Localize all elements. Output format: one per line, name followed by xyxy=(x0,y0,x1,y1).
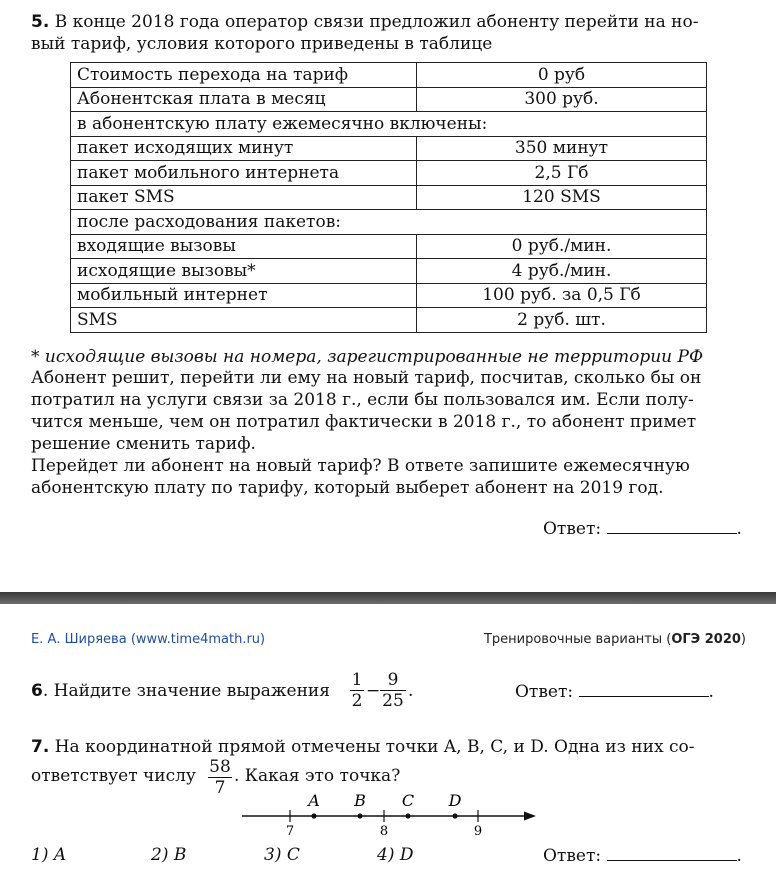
page-header-title xyxy=(484,632,746,647)
point-marker xyxy=(452,813,457,818)
table-cell-value: 0 руб xyxy=(417,63,707,88)
fraction-numerator: 9 xyxy=(387,670,399,690)
table-row xyxy=(71,259,707,284)
task6-fraction-1 xyxy=(349,670,365,711)
point-marker xyxy=(311,813,316,818)
option-3[interactable]: 3) C xyxy=(264,845,300,865)
tick-label: 7 xyxy=(285,824,295,839)
number-line xyxy=(240,792,540,840)
table-cell-label: SMS xyxy=(71,308,417,333)
table-cell-label: мобильный интернет xyxy=(71,283,417,308)
point-label: B xyxy=(354,792,366,810)
header-suffix: ) xyxy=(740,632,746,647)
table-cell-value: 100 руб. за 0,5 Гб xyxy=(417,283,707,308)
fraction-denominator: 25 xyxy=(382,691,404,711)
fraction-denominator: 2 xyxy=(351,691,363,711)
task5-intro: В конце 2018 года оператор связи предложил абоненту перейти на но- xyxy=(54,12,699,32)
table-row xyxy=(71,63,707,88)
table-row xyxy=(71,210,707,235)
table-cell-label: исходящие вызовы* xyxy=(71,259,417,284)
task5-number: 5. xyxy=(31,12,50,32)
answer-label: Ответ: xyxy=(515,682,574,702)
table-cell-value: 300 руб. xyxy=(417,87,707,112)
table-row xyxy=(71,136,707,161)
table-row xyxy=(71,185,707,210)
option-2[interactable]: 2) B xyxy=(151,845,187,865)
task7-line2-suffix: . Какая это точка? xyxy=(234,766,401,786)
table-cell-label: пакет SMS xyxy=(71,185,417,210)
fraction-numerator: 1 xyxy=(351,670,363,690)
table-cell-value: 120 SMS xyxy=(417,185,707,210)
answer-field[interactable] xyxy=(579,680,709,697)
task5-paragraph-line: чится меньше, чем он потратил фактически в 2018 г., то абонент примет xyxy=(31,412,697,432)
point-label: C xyxy=(401,792,415,810)
task7-answer: Ответ: . xyxy=(543,846,742,866)
task6-line xyxy=(31,680,330,702)
task5-footnote: * исходящие вызовы на номера, зарегистрированные не территории РФ xyxy=(31,347,704,367)
point-label: D xyxy=(448,792,462,810)
task5-question-line: Перейдет ли абонент на новый тариф? В ответе запишите ежемесячную xyxy=(31,456,690,476)
arrow-head-icon xyxy=(524,812,536,821)
task6-number: 6 xyxy=(31,681,43,701)
table-row xyxy=(71,87,707,112)
answer-label: Ответ: xyxy=(543,846,602,866)
task6-text: . Найдите значение выражения xyxy=(42,681,330,701)
table-cell-value: 2 руб. шт. xyxy=(417,308,707,333)
point-label: A xyxy=(308,792,320,810)
table-row xyxy=(71,283,707,308)
page-separator xyxy=(0,592,776,604)
task6-fraction-2 xyxy=(379,670,407,711)
table-cell-value: 350 минут xyxy=(417,136,707,161)
fraction-denominator: 7 xyxy=(214,778,226,798)
task5-paragraph-line: Абонент решит, перейти ли ему на новый тариф, посчитав, сколько бы он xyxy=(31,368,702,388)
task7-number: 7. xyxy=(31,737,50,757)
task5-line1 xyxy=(31,11,698,33)
task7-text: На координатной прямой отмечены точки A, B, C, и D. Одна из них со- xyxy=(54,737,695,757)
task5-question-line: абонентскую плату по тарифу, который выберет абонент на 2019 год. xyxy=(31,478,664,498)
answer-field[interactable] xyxy=(607,517,737,534)
table-cell-label: входящие вызовы xyxy=(71,234,417,259)
task6-answer: Ответ: . xyxy=(515,682,714,702)
task7-line2-prefix: ответствует числу xyxy=(31,766,196,786)
tick-label: 8 xyxy=(379,824,389,839)
task6-period: . xyxy=(408,681,414,701)
table-cell-value: 2,5 Гб xyxy=(417,161,707,186)
table-cell-value: 4 руб./мин. xyxy=(417,259,707,284)
answer-field[interactable] xyxy=(607,844,737,861)
table-cell-label: пакет исходящих минут xyxy=(71,136,417,161)
table-cell-label: пакет мобильного интернета xyxy=(71,161,417,186)
table-row xyxy=(71,308,707,333)
page-header-author: Е. А. Ширяева (www.time4math.ru) xyxy=(31,632,266,647)
table-row xyxy=(71,234,707,259)
tick-label: 9 xyxy=(473,824,483,839)
table-row xyxy=(71,112,707,137)
table-cell-value: 0 руб./мин. xyxy=(417,234,707,259)
task5-line2: вый тариф, условия которого приведены в таблице xyxy=(31,34,493,54)
task5-answer: Ответ: . xyxy=(543,519,742,539)
option-1[interactable]: 1) A xyxy=(31,845,67,865)
table-row xyxy=(71,161,707,186)
table-section-header: в абонентскую плату ежемесячно включены: xyxy=(71,112,707,137)
task5-paragraph-line: потратил на услуги связи за 2018 г., если бы пользовался им. Если полу- xyxy=(31,390,694,410)
point-marker xyxy=(405,813,410,818)
answer-label: Ответ: xyxy=(543,519,602,539)
option-4[interactable]: 4) D xyxy=(377,845,414,865)
task5-paragraph-line: решение сменить тариф. xyxy=(31,434,256,454)
header-exam: ОГЭ 2020 xyxy=(671,632,741,647)
table-section-header: после расходования пакетов: xyxy=(71,210,707,235)
table-cell-label: Абонентская плата в месяц xyxy=(71,87,417,112)
header-prefix: Тренировочные варианты ( xyxy=(483,632,672,647)
table-cell-label: Стоимость перехода на тариф xyxy=(71,63,417,88)
tariff-table xyxy=(70,62,707,333)
minus-sign: − xyxy=(366,681,381,701)
task7-line1 xyxy=(31,736,694,758)
fraction-numerator: 58 xyxy=(209,757,231,777)
point-marker xyxy=(357,813,362,818)
task7-fraction xyxy=(207,757,233,798)
